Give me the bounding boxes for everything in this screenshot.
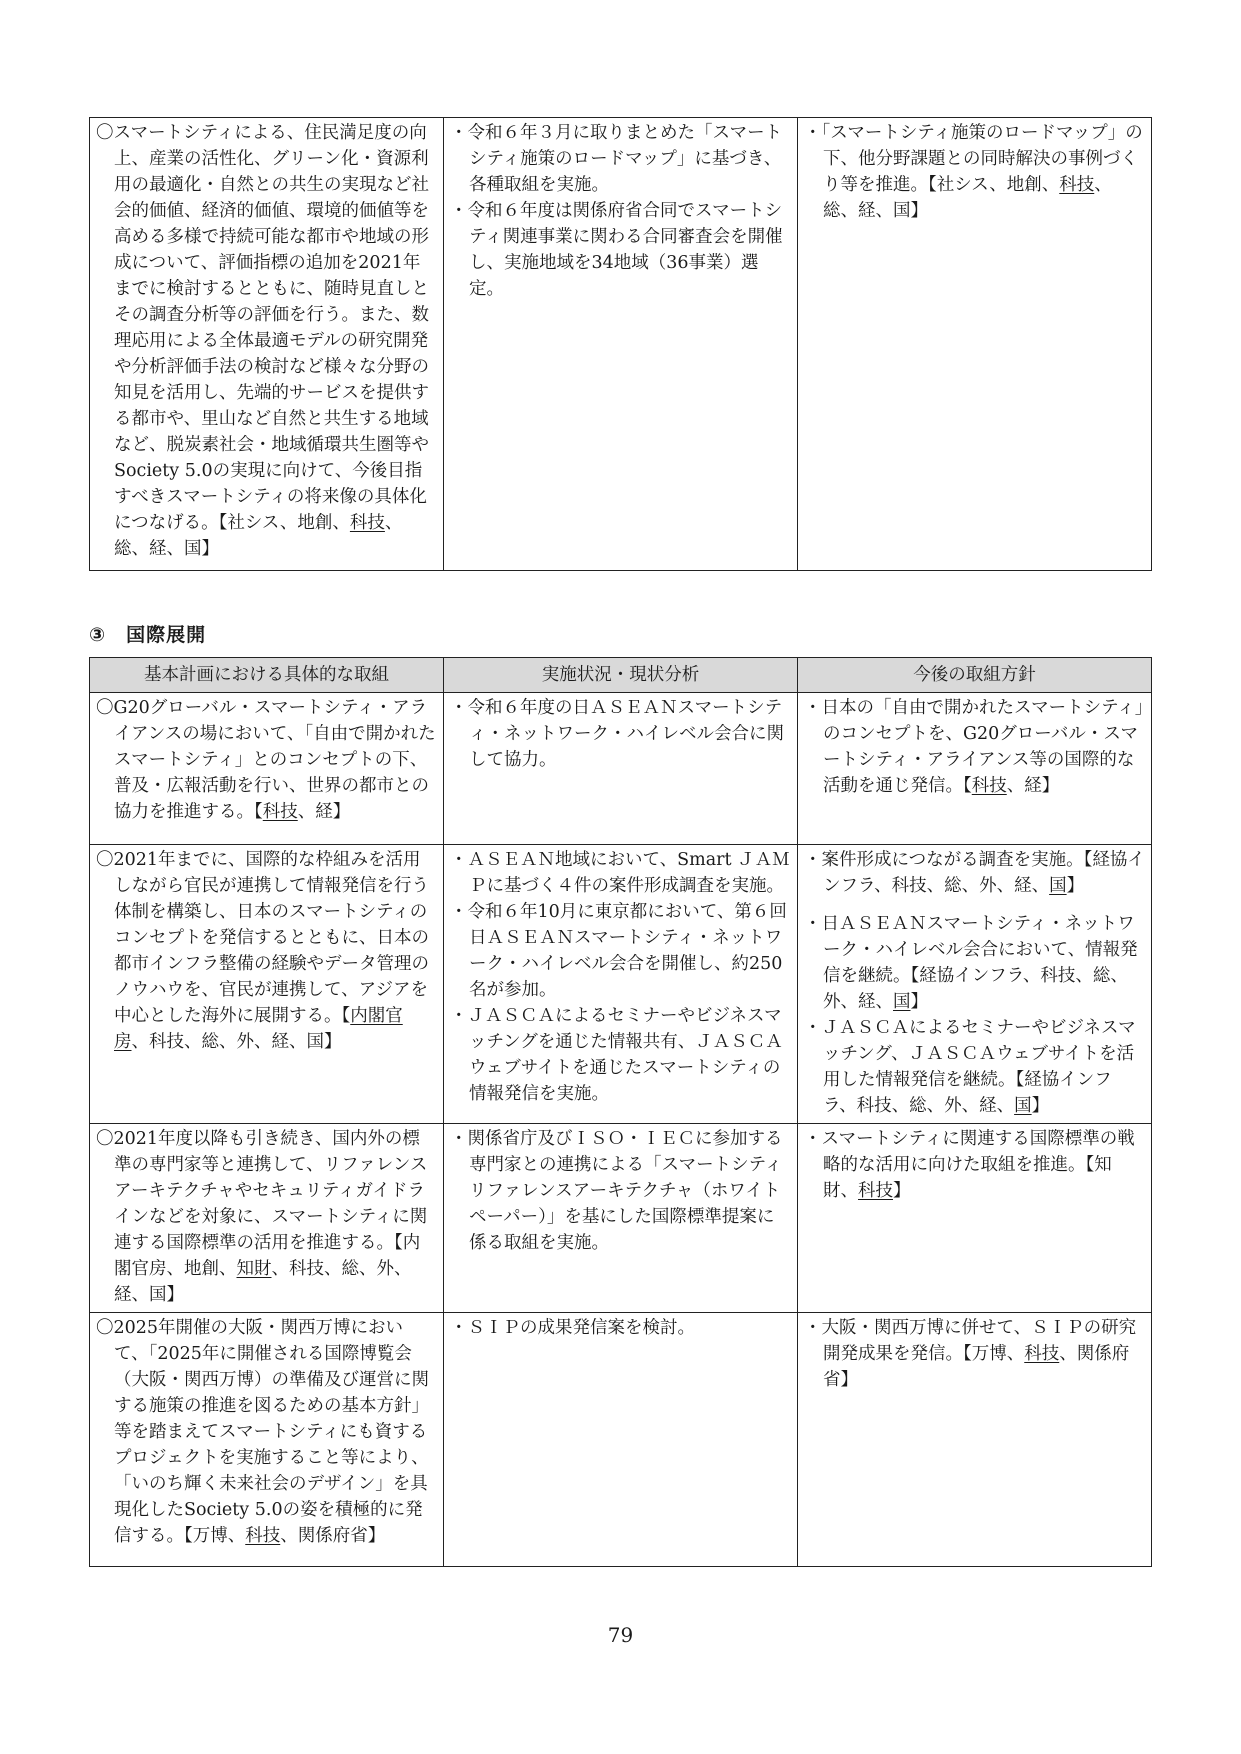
status-cell: ・令和６年度の日ＡＳＥＡＮスマートシティ・ネットワーク・ハイレベル会合に関して協力。 [444, 693, 798, 845]
policy-cell: ・スマートシティに関連する国際標準の戦略的な活用に向けた取組を推進。【知財、科技】 [798, 1124, 1152, 1313]
table-header-row [90, 658, 1152, 693]
status-cell [444, 118, 798, 571]
table-row [90, 1124, 1152, 1313]
initiative-cell: 〇スマートシティによる、住民満足度の向上、産業の活性化、グリーン化・資源利用の最適化・自然との共生の実現など社会的価値、経済的価値、環境的価値等を高める多様で持続可能な都市や地域の形成について、評価指標の追加を2021年までに検討するとともに、随時見直しとその調査分析等の評価を行う。また、数理応用による全体最適モデルの研究開発や分析評価手法の検討など様々な分野の知見を活用し、先端的サービスを提供する都市や、里山など自然と共生する地域など、脱炭素社会・地域循環共生圏等やSociety 5.0の実現に向けて、今後目指すべきスマートシティの将来像の具体化につなげる。【社シス、地創、科技、総、経、国】 [90, 118, 444, 571]
initiative-cell: 〇2025年開催の大阪・関西万博において、「2025年に開催される国際博覧会（大阪・関西万博）の準備及び運営に関する施策の推進を図るための基本方針」等を踏まえてスマートシティにも資するプロジェクトを実施すること等により、「いのち輝く未来社会のデザイン」を具現化したSociety 5.0の姿を積極的に発信する。【万博、科技、関係府省】 [90, 1313, 444, 1567]
status-cell: ・ＳＩＰの成果発信案を検討。 [444, 1313, 798, 1567]
initiative-cell: 〇2021年度以降も引き続き、国内外の標準の専門家等と連携して、リファレンスアーキテクチャやセキュリティガイドラインなどを対象に、スマートシティに関連する国際標準の活用を推進する。【内閣官房、地創、知財、科技、総、外、経、国】 [90, 1124, 444, 1313]
status-cell: ・関係省庁及びＩＳＯ・ＩＥＣに参加する専門家との連携による「スマートシティリファレンスアーキテクチャ（ホワイトペーパー）」を基にした国際標準提案に係る取組を実施。 [444, 1124, 798, 1313]
status-item: ・令和６年度は関係府省合同でスマートシティ関連事業に関わる合同審査会を開催し、実施地域を34地域（36事業）選定。 [450, 201, 783, 299]
column-header: 実施状況・現状分析 [444, 658, 798, 693]
initiative-cell: 〇2021年までに、国際的な枠組みを活用しながら官民が連携して情報発信を行う体制を構築し、日本のスマートシティのコンセプトを発信するとともに、日本の都市インフラ整備の経験やデータ管理のノウハウを、官民が連携して、アジアを中心とした海外に展開する。【内閣官房、科技、総、外、経、国】 [90, 845, 444, 1124]
section-heading: ③ 国際展開 [89, 624, 207, 646]
table-row [90, 845, 1152, 1124]
continuation-table [89, 117, 1152, 571]
status-cell: ・ＡＳＥＡＮ地域において、Smart ＪＡＭＰに基づく４件の案件形成調査を実施。 ・令和６年10月に東京都において、第６回日ＡＳＥＡＮスマートシティ・ネットワーク・ハイレベル会合を開催し、約250名が参加。 ・ＪＡＳＣＡによるセミナーやビジネスマッチングを通じた情報共有、ＪＡＳＣＡウェブサイトを通じたスマートシティの情報発信を実施。 [444, 845, 798, 1124]
policy-cell: ・「スマートシティ施策のロードマップ」の下、他分野課題との同時解決の事例づくり等を推進。【社シス、地創、科技、総、経、国】 [798, 118, 1152, 571]
column-header: 今後の取組方針 [798, 658, 1152, 693]
page-number: 79 [607, 1623, 634, 1647]
policy-cell: ・日本の「自由で開かれたスマートシティ」のコンセプトを、G20グローバル・スマートシティ・アライアンス等の国際的な活動を通じ発信。【科技、経】 [798, 693, 1152, 845]
initiative-cell: 〇G20グローバル・スマートシティ・アライアンスの場において、「自由で開かれたスマートシティ」とのコンセプトの下、普及・広報活動を行い、世界の都市との協力を推進する。【科技、経】 [90, 693, 444, 845]
status-item: ・令和６年３月に取りまとめた「スマートシティ施策のロードマップ」に基づき、各種取組を実施。 [450, 123, 783, 195]
policy-cell: ・大阪・関西万博に併せて、ＳＩＰの研究開発成果を発信。【万博、科技、関係府省】 [798, 1313, 1152, 1567]
table-row [90, 1313, 1152, 1567]
table-row [90, 693, 1152, 845]
table-row [90, 118, 1152, 571]
policy-cell: ・案件形成につながる調査を実施。【経協インフラ、科技、総、外、経、国】 ・日ＡＳＥＡＮスマートシティ・ネットワーク・ハイレベル会合において、情報発信を継続。【経協インフラ、科技、総、外、経、国】 ・ＪＡＳＣＡによるセミナーやビジネスマッチング、ＪＡＳＣＡウェブサイトを活用した情報発信を継続。【経協インフラ、科技、総、外、経、国】 [798, 845, 1152, 1124]
international-table [89, 657, 1152, 1567]
column-header: 基本計画における具体的な取組 [90, 658, 444, 693]
